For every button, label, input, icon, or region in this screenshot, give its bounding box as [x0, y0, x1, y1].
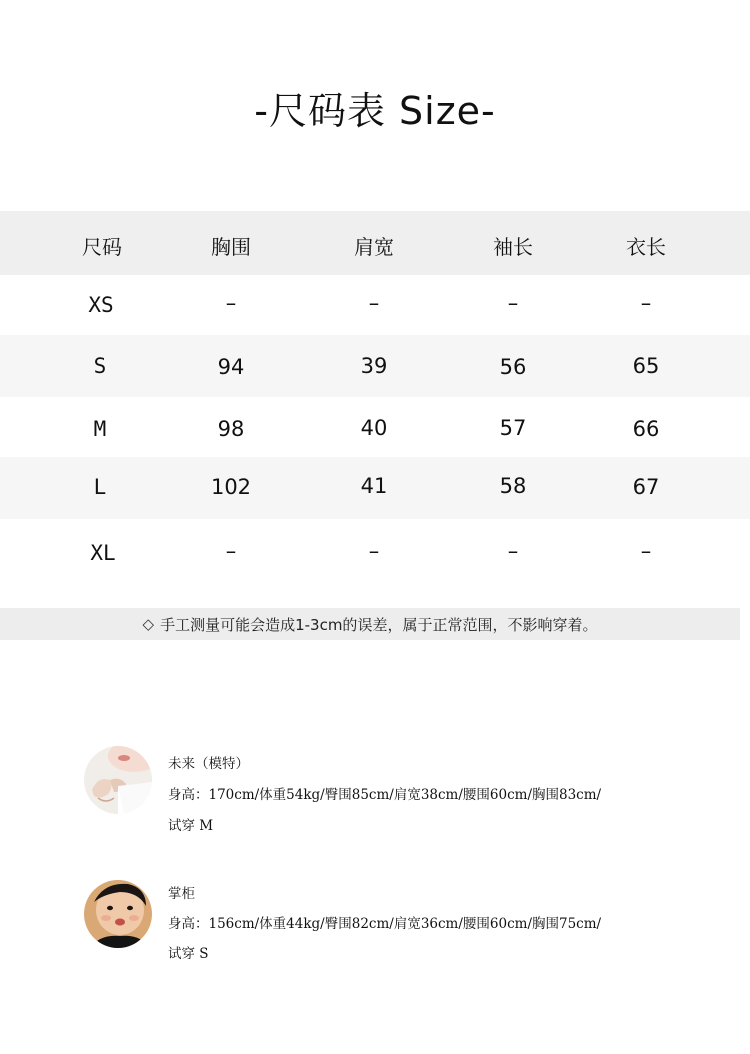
- chest-cell: –: [225, 291, 237, 315]
- chest-cell: 98: [217, 417, 245, 441]
- sleeve-cell: 57: [499, 416, 527, 440]
- table-row: [0, 335, 750, 397]
- hand-photo-icon: [84, 746, 152, 814]
- shoulder-cell: –: [368, 291, 380, 315]
- shoulder-cell: 39: [360, 354, 388, 378]
- diamond-outline-icon: ◇: [142, 615, 155, 633]
- table-header-row: [0, 211, 750, 275]
- chest-cell: 94: [217, 355, 245, 379]
- header-size: 尺码: [82, 235, 122, 259]
- note-text: 手工测量可能会造成1-3cm的误差，属于正常范围，不影响穿着。: [160, 615, 598, 634]
- sleeve-cell: –: [507, 291, 519, 315]
- model-stats: 身高：170cm/体重54kg/臀围85cm/肩宽38cm/腰围60cm/胸围83cm/: [168, 787, 602, 803]
- shoulder-cell: –: [368, 539, 380, 563]
- table-row: [0, 275, 750, 335]
- size-cell: S: [93, 354, 107, 378]
- header-length: 衣长: [626, 235, 666, 259]
- size-cell: XL: [90, 541, 116, 565]
- size-table: [0, 211, 750, 589]
- length-cell: 65: [632, 354, 660, 378]
- length-cell: 66: [632, 417, 660, 441]
- header-chest: 胸围: [211, 235, 251, 259]
- length-cell: –: [640, 291, 652, 315]
- length-cell: 67: [632, 475, 660, 499]
- length-cell: –: [640, 539, 652, 563]
- size-cell: M: [93, 417, 107, 441]
- table-row: [0, 457, 750, 519]
- table-row: [0, 397, 750, 457]
- page-title: -尺码表 Size-: [254, 89, 496, 133]
- model-tried-size: 试穿 S: [168, 946, 209, 962]
- model-stats: 身高：156cm/体重44kg/臀围82cm/肩宽36cm/腰围60cm/胸围75cm/: [168, 916, 602, 932]
- header-sleeve: 袖长: [493, 235, 533, 259]
- chest-cell: 102: [210, 475, 252, 499]
- model-name: 未来（模特）: [168, 756, 249, 772]
- measurement-note: [0, 608, 740, 640]
- model-tried-size: 试穿 M: [168, 818, 214, 834]
- sleeve-cell: 58: [499, 474, 527, 498]
- shoulder-cell: 40: [360, 416, 388, 440]
- sleeve-cell: 56: [499, 355, 527, 379]
- size-cell: XS: [88, 293, 114, 317]
- header-shoulder: 肩宽: [354, 235, 394, 259]
- face-photo-icon: [84, 880, 152, 948]
- shoulder-cell: 41: [360, 474, 388, 498]
- model-name: 掌柜: [168, 886, 195, 902]
- sleeve-cell: –: [507, 539, 519, 563]
- table-row: [0, 519, 750, 589]
- model-avatar-photo: [84, 746, 152, 814]
- shopkeeper-avatar-photo: [84, 880, 152, 948]
- chest-cell: –: [225, 539, 237, 563]
- size-cell: L: [93, 475, 107, 499]
